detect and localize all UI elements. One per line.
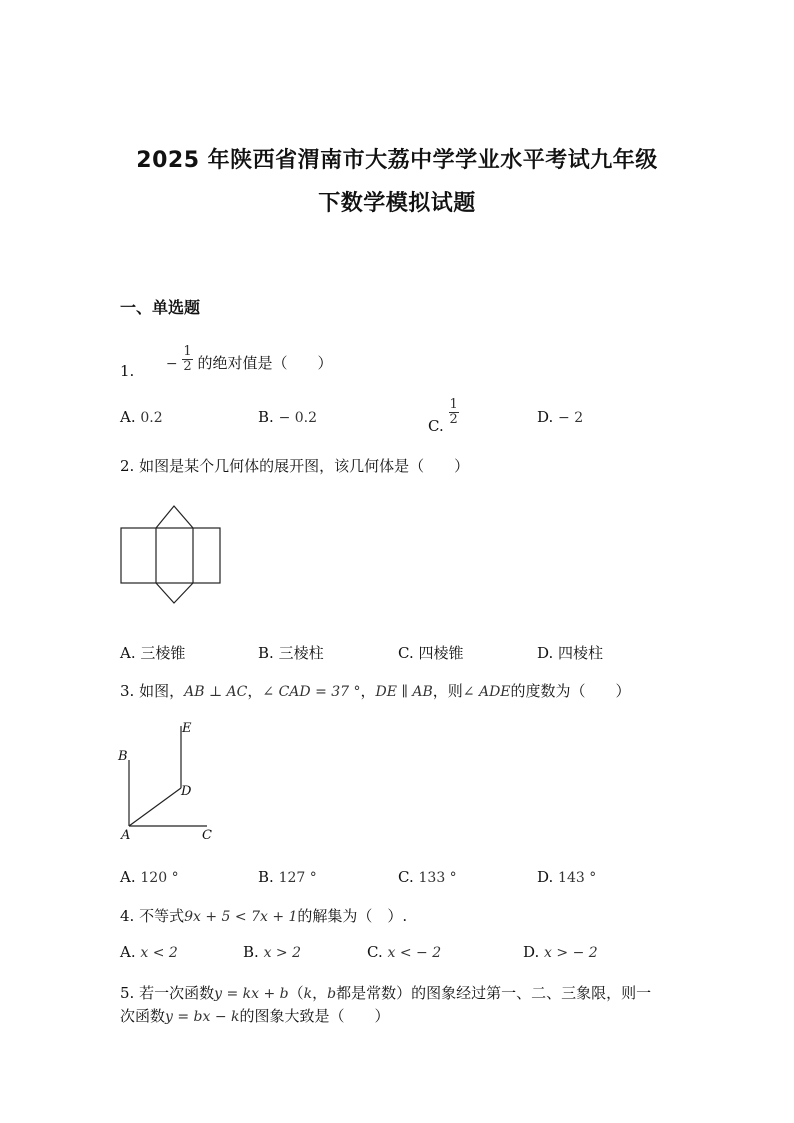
net-triangle-top [156,506,193,528]
function-expression-2: y = bx − k [165,1009,240,1025]
question-4: 4. 不等式9x + 5 < 7x + 1的解集为（ ）. [120,907,408,925]
angle-figure [115,718,225,844]
question-2: 2. 如图是某个几何体的展开图，该几何体是（ ） [120,457,470,475]
label-c: C [202,828,212,843]
label-b: B [118,749,128,764]
fraction-half: $\frac{1}{2}$ [183,344,192,374]
inequality-expression: 9x + 5 < 7x + 1 [184,909,298,925]
target-angle: ∠ ADE [462,684,511,700]
question-5-line1: 5. 若一次函数y = kx + b（k，b都是常数）的图象经过第一、二、三象限，则一 [120,984,652,1002]
question-3: 3. 如图，AB ⊥ AC，∠ CAD = 37 °，DE ∥ AB，则∠ ADE的度数为（ ） [120,682,631,700]
q4-option-d[interactable]: D. x > − 2 [523,943,598,961]
q3-option-c[interactable]: C. 133 ° [398,868,457,886]
q2-option-c[interactable]: C. 四棱锥 [398,644,464,662]
condition-parallel: DE ∥ AB [375,684,433,700]
q1-option-d[interactable]: D. − 2 [537,408,584,426]
q1-option-a[interactable]: A. 0.2 [120,408,163,426]
q3-option-b[interactable]: B. 127 ° [258,868,317,886]
net-rectangles-outline [121,528,220,583]
q4-option-c[interactable]: C. x < − 2 [367,943,442,961]
q4-option-a[interactable]: A. x < 2 [120,943,178,961]
q2-option-d[interactable]: D. 四棱柱 [537,644,604,662]
q1-option-b[interactable]: B. − 0.2 [258,408,318,426]
function-expression-1: y = kx + b [214,986,289,1002]
doc-title-line2: 下数学模拟试题 [318,191,476,216]
q3-option-d[interactable]: D. 143 ° [537,868,597,886]
q2-option-a[interactable]: A. 三棱锥 [120,644,186,662]
question-1 [120,345,332,385]
q4-option-b[interactable]: B. x > 2 [243,943,302,961]
label-d: D [181,784,192,799]
q3-option-a[interactable]: A. 120 ° [120,868,179,886]
fraction-half: $\frac{1}{2}$ [449,397,458,427]
doc-title-line1: 2025 年陕西省渭南市大荔中学学业水平考试九年级 [136,148,658,173]
label-a: A [121,828,131,843]
label-e: E [182,721,192,736]
section-heading: 一、单选题 [120,298,201,317]
net-figure [118,502,224,608]
net-triangle-bottom [156,583,193,603]
question-number: 1. [120,361,135,380]
question-5-line2: 次函数y = bx − k的图象大致是（ ） [120,1007,390,1025]
minus-sign: − [165,355,178,372]
q1-option-c[interactable]: C. $\frac{1}{2}$ [428,397,458,435]
condition-perpendicular: AB ⊥ AC [184,684,248,700]
condition-angle: ∠ CAD = 37 ° [262,684,361,700]
q2-option-b[interactable]: B. 三棱柱 [258,644,324,662]
segment-ad [129,788,181,826]
question-text: 的绝对值是（ ） [197,353,333,372]
